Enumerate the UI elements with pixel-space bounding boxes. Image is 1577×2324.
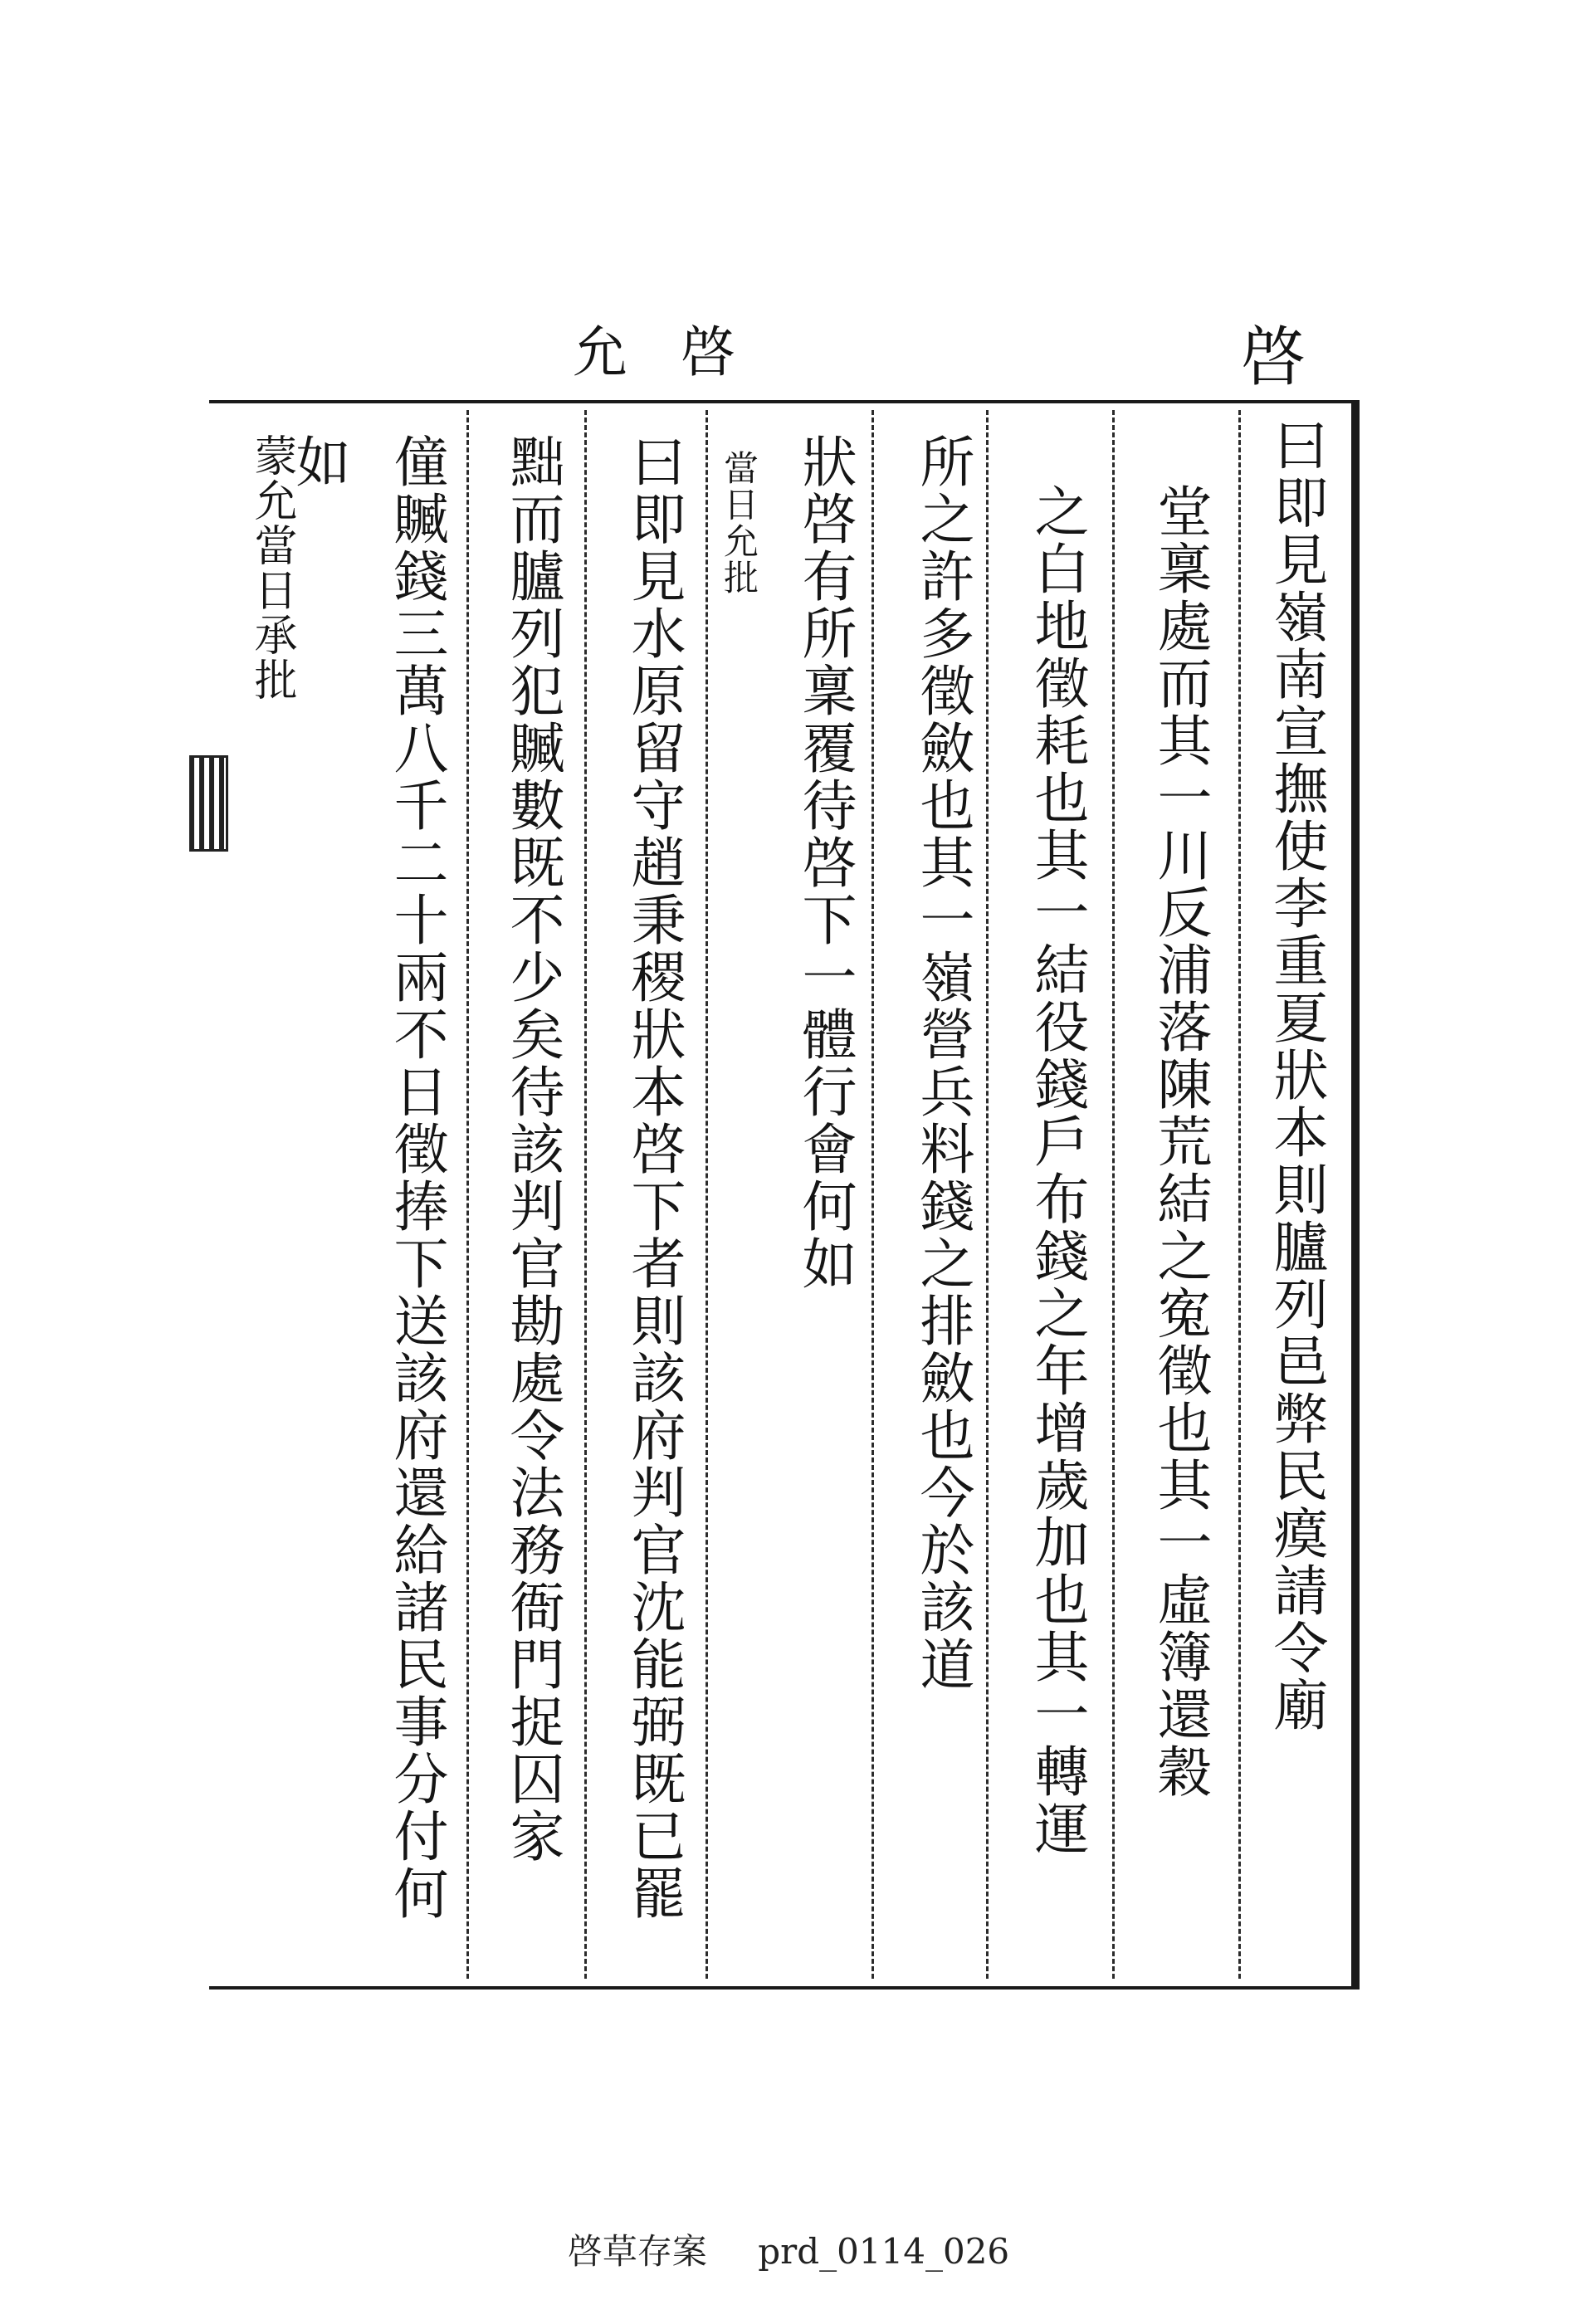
frame-top-rule	[209, 400, 1360, 403]
header-label-right: 啓	[1241, 320, 1310, 395]
text-column-10-closing: 蒙允當日承批	[247, 433, 296, 702]
column-divider	[1238, 410, 1241, 1979]
column-divider	[1112, 410, 1115, 1979]
text-column-6-note: 當日允批	[719, 450, 759, 596]
page-footer	[0, 2224, 1577, 2274]
text-column-7: 曰即見水原留守趙秉稷狀本啓下者則該府判官沈能弼既已罷	[622, 433, 686, 1922]
frame-right-rule	[1351, 400, 1360, 1990]
text-column-9: 僮贓錢三萬八千二十兩不日徵捧下送該府還給諸民事分付何如	[286, 433, 448, 1922]
text-column-5: 狀啓有所稟覆待啓下一體行會何如	[793, 433, 857, 1292]
manuscript-frame	[209, 400, 1360, 1990]
header-label-center: 允啓	[573, 320, 788, 384]
footer-title: 啓草存案	[567, 2231, 707, 2272]
column-divider	[706, 410, 708, 1979]
text-column-1: 曰即見嶺南宣撫使李重夏狀本則臚列邑弊民瘼請令廟	[1264, 417, 1328, 1734]
column-divider	[584, 410, 587, 1979]
text-column-4: 所之許多徵斂也其一嶺營兵料錢之排斂也今於該道	[911, 433, 974, 1693]
text-column-8: 黜而臚列犯贓數既不少矣待該判官勘處令法務衙門捉囚家	[500, 433, 564, 1865]
footer-code: prd_0114_026	[758, 2231, 1010, 2272]
text-column-2: 堂稟處而其一川反浦落陳荒結之寃徵也其一虛簿還穀	[1148, 483, 1212, 1800]
column-divider	[466, 410, 469, 1979]
text-column-3: 之白地徵耗也其一結役錢戶布錢之年增歲加也其一轉運	[1025, 483, 1089, 1858]
